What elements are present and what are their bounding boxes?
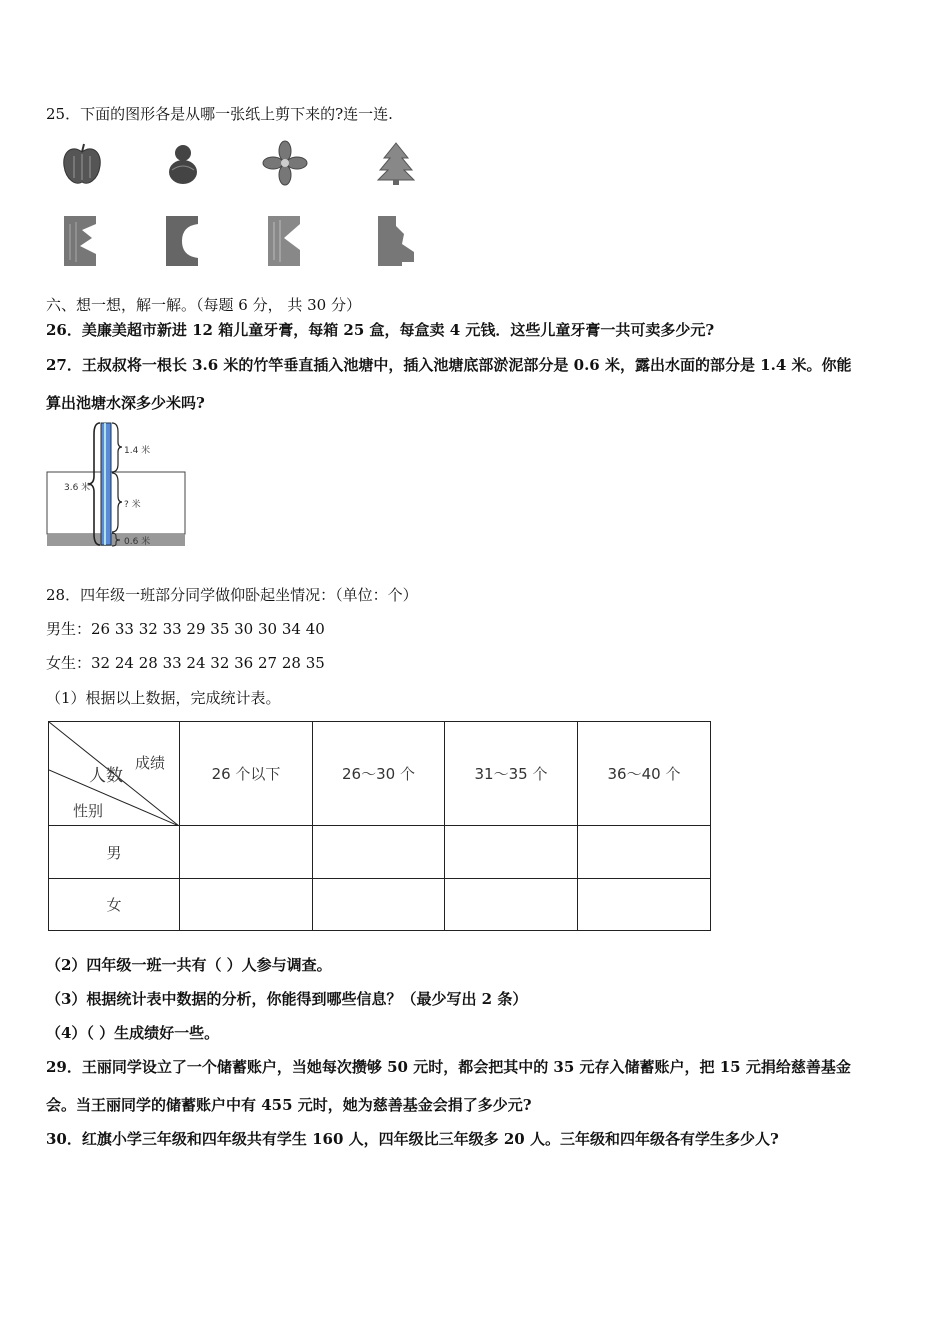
table-row [49, 826, 711, 879]
row-header: 女 [49, 879, 180, 931]
question-28-part3: （3）根据统计表中数据的分析，你能得到哪些信息？（最少写出 2 条） [46, 990, 528, 1008]
gourd-shape-icon [160, 140, 206, 188]
figure-label-bottom: 0.6 米 [124, 537, 151, 547]
empty-cell[interactable] [180, 826, 313, 879]
empty-cell[interactable] [445, 879, 578, 931]
question-25: 25．下面的图形各是从哪一张纸上剪下来的?连一连. [46, 105, 393, 123]
column-header: 26 个以下 [180, 722, 313, 826]
cut-paper-step-icon [376, 214, 416, 268]
question-28-intro: 28．四年级一班部分同学做仰卧起坐情况：（单位：个） [46, 586, 418, 604]
apple-shape-icon [58, 140, 106, 188]
cut-paper-round-icon [164, 214, 200, 268]
cut-paper-triangle-icon [266, 214, 302, 268]
table-row [49, 879, 711, 931]
column-header: 36～40 个 [578, 722, 711, 826]
question-29-line1: 29．王丽同学设立了一个储蓄账户，当她每次攒够 50 元时，都会把其中的 35 元存入储蓄账户，把 15 元捐给慈善基金 [46, 1058, 851, 1076]
question-27-line1: 27．王叔叔将一根长 3.6 米的竹竿垂直插入池塘中，插入池塘底部淤泥部分是 0.6 米，露出水面的部分是 1.4 米。你能 [46, 356, 852, 374]
stat-table [48, 721, 711, 931]
question-30: 30．红旗小学三年级和四年级共有学生 160 人，四年级比三年级多 20 人。三年级和四年级各有学生多少人? [46, 1130, 779, 1148]
question-27-line2: 算出池塘水深多少米吗? [46, 394, 205, 412]
empty-cell[interactable] [313, 879, 445, 931]
boys-data: 男生：26 33 32 33 29 35 30 30 34 40 [46, 620, 325, 638]
column-header: 26～30 个 [313, 722, 445, 826]
question-29-line2: 会。当王丽同学的储蓄账户中有 455 元时，她为慈善基金会捐了多少元? [46, 1096, 532, 1114]
cut-paper-zigzag-icon [62, 214, 98, 268]
corner-count-label: 人数 [89, 766, 123, 786]
corner-gender-label: 性别 [73, 802, 104, 820]
question-28-part2: （2）四年级一班一共有（ ）人参与调查。 [46, 956, 332, 974]
section-6-heading: 六、想一想，解一解。（每题 6 分， 共 30 分） [46, 296, 361, 314]
empty-cell[interactable] [445, 826, 578, 879]
empty-cell[interactable] [578, 826, 711, 879]
girls-data: 女生：32 24 28 33 24 32 36 27 28 35 [46, 654, 325, 672]
empty-cell[interactable] [313, 826, 445, 879]
corner-score-label: 成绩 [135, 754, 166, 772]
question-26: 26．美廉美超市新进 12 箱儿童牙膏，每箱 25 盒，每盒卖 4 元钱．这些儿童牙膏一共可卖多少元? [46, 321, 715, 339]
question-28-part4: （4）（ ）生成绩好一些。 [46, 1024, 220, 1042]
flower-shape-icon [262, 140, 308, 186]
empty-cell[interactable] [180, 879, 313, 931]
figure-label-middle: ? 米 [124, 500, 141, 510]
empty-cell[interactable] [578, 879, 711, 931]
row-header: 男 [49, 826, 180, 879]
question-28-part1: （1）根据以上数据，完成统计表。 [46, 689, 281, 707]
figure-label-top: 1.4 米 [124, 446, 151, 456]
figure-label-total: 3.6 米 [64, 483, 91, 493]
tree-shape-icon [376, 140, 416, 186]
table-corner-cell [49, 722, 180, 826]
column-header: 31～35 个 [445, 722, 578, 826]
